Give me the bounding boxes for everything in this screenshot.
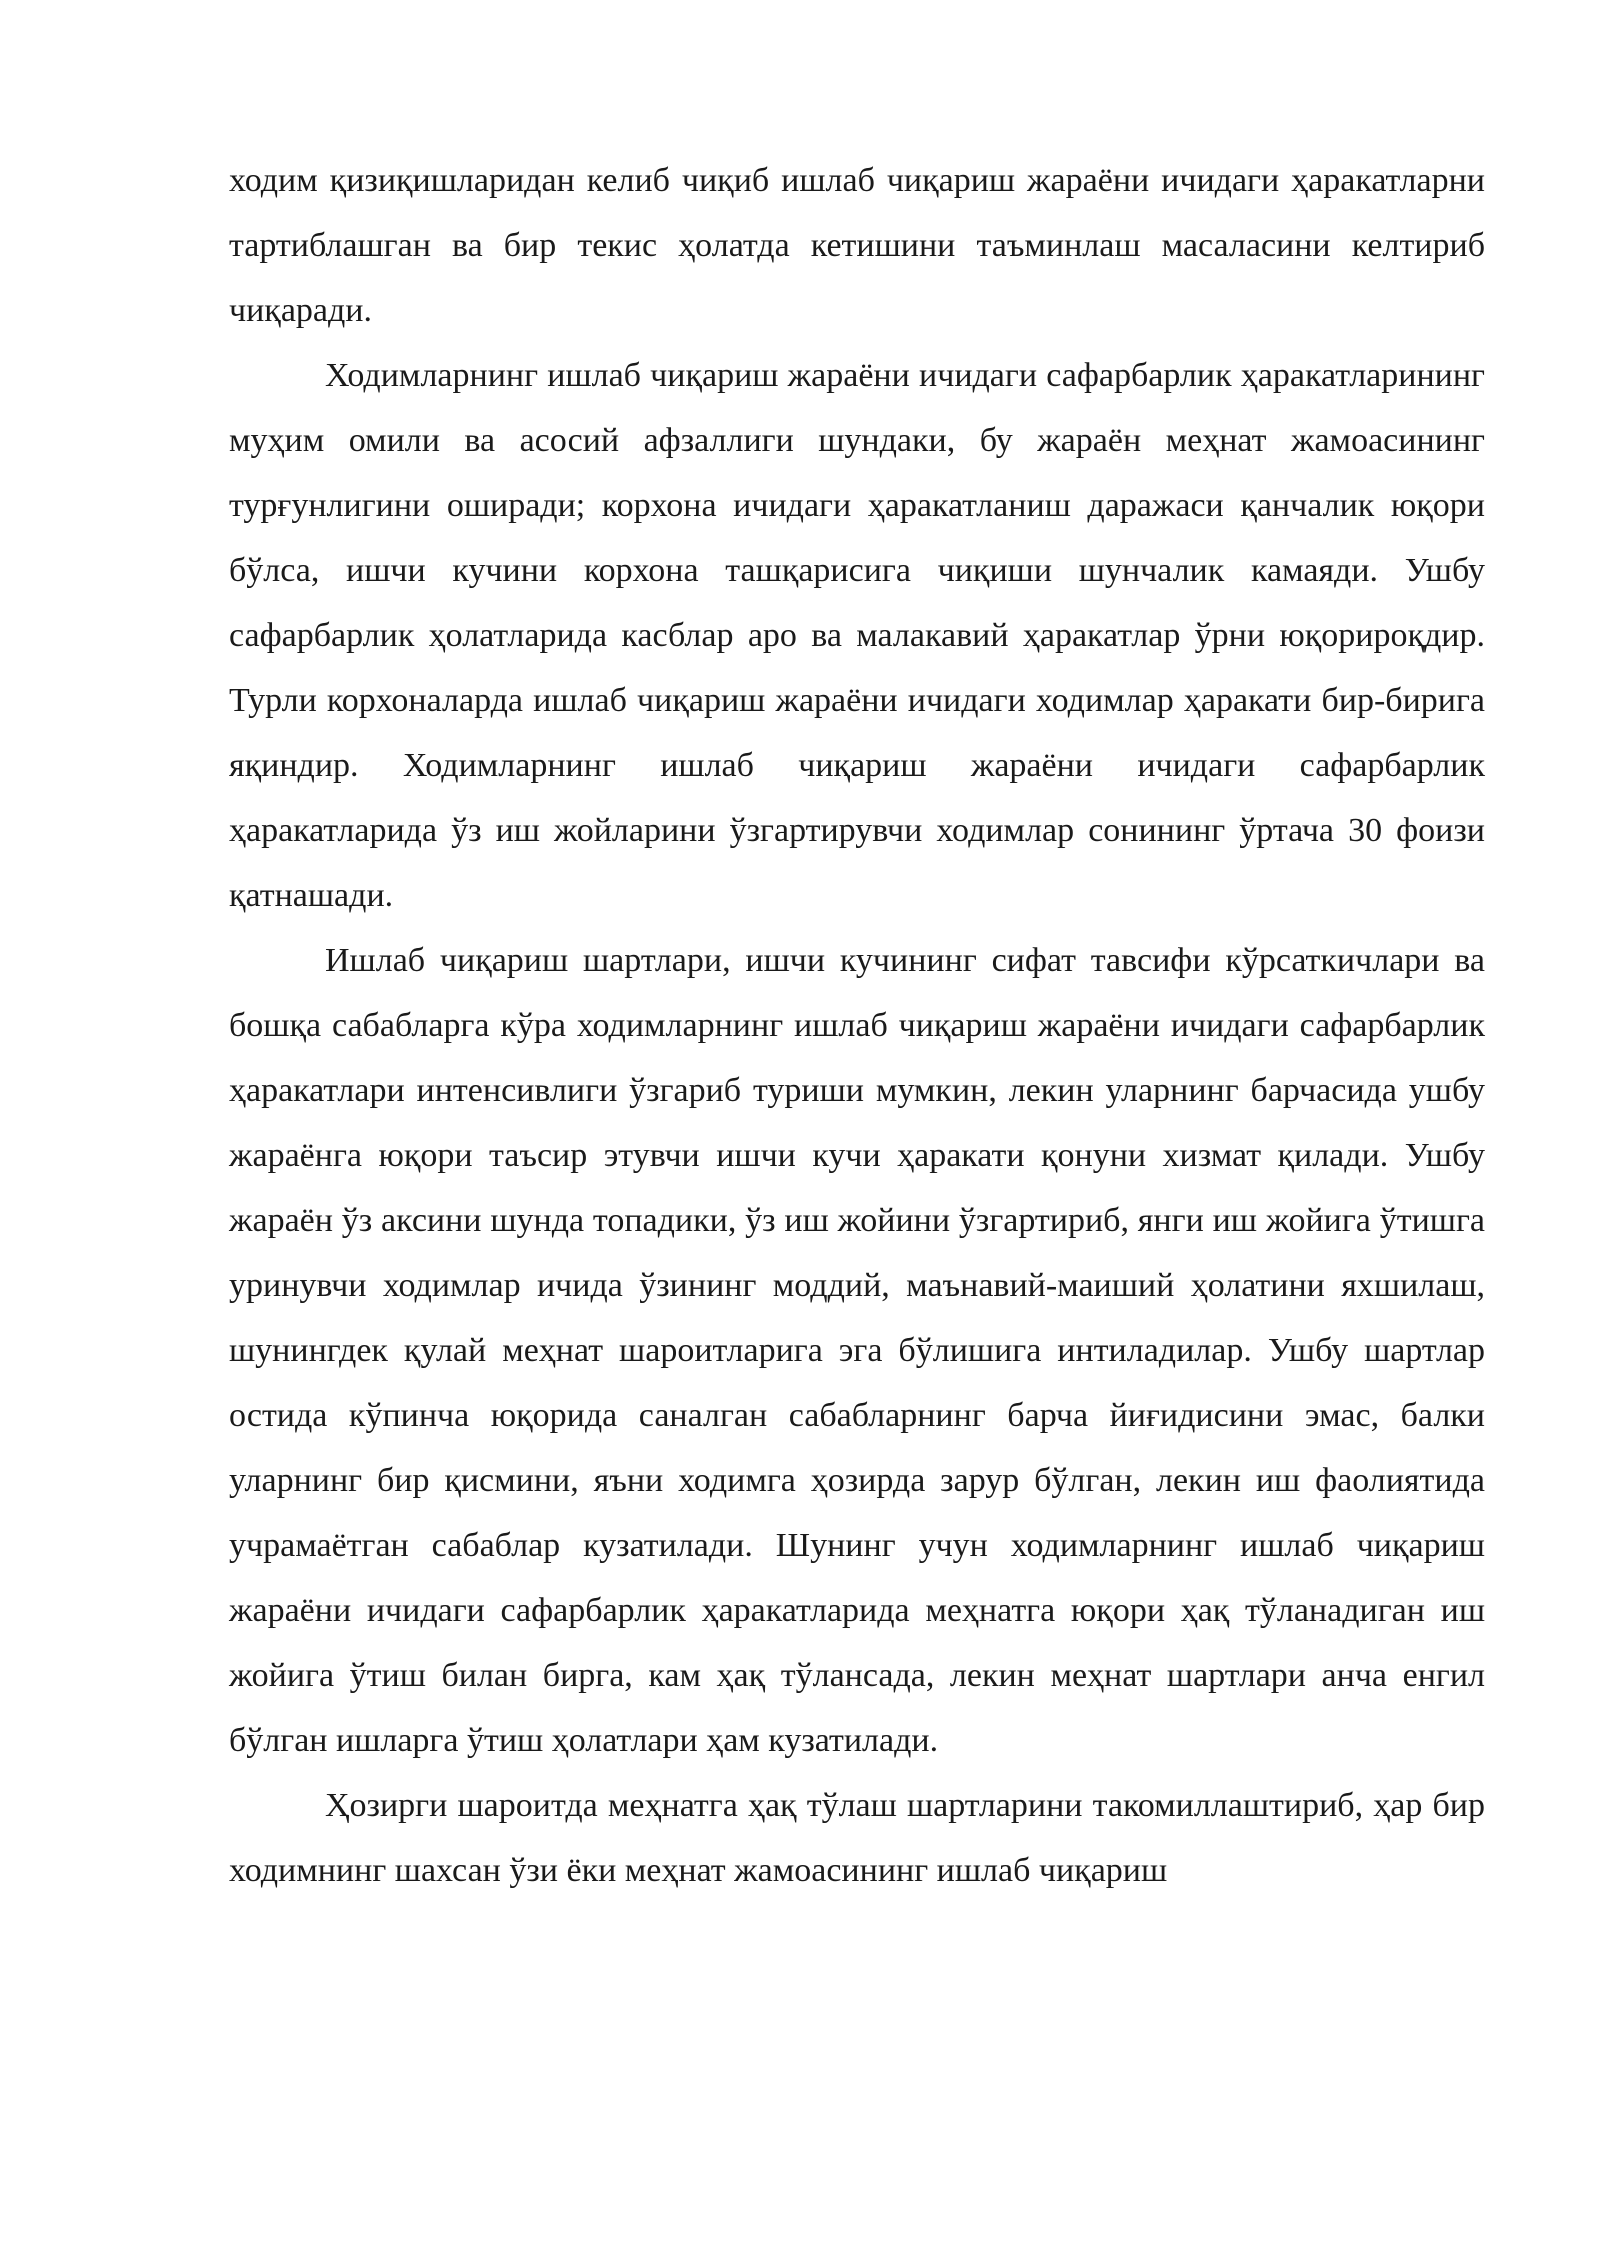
paragraph-2: Ходимларнинг ишлаб чиқариш жараёни ичидаги сафарбарлик ҳаракатларининг муҳим омили ва асосий афзаллиги шундаки, бу жараён меҳнат жамоасининг турғунлигини оширади; корхона ичидаги ҳаракатланиш даражаси қанчалик юқори бўлса, ишчи кучини корхона ташқарисига чиқиши шунчалик камаяди. Ушбу сафарбарлик ҳолатларида касблар аро ва малакавий ҳаракатлар ўрни юқорироқдир. Турли корхоналарда ишлаб чиқариш жараёни ичидаги ходимлар ҳаракати бир-бирига яқиндир. Ходимларнинг ишлаб чиқариш жараёни ичидаги сафарбарлик ҳаракатларида ўз иш жойларини ўзгартирувчи ходимлар сонининг ўртача 30 фоизи қатнашади. [229, 357, 1485, 914]
document-body [229, 148, 1485, 1903]
paragraph-3: Ишлаб чиқариш шартлари, ишчи кучининг сифат тавсифи кўрсаткичлари ва бошқа сабабларга кўра ходимларнинг ишлаб чиқариш жараёни ичидаги сафарбарлик ҳаракатлари интенсивлиги ўзгариб туриши мумкин, лекин уларнинг барчасида ушбу жараёнга юқори таъсир этувчи ишчи кучи ҳаракати қонуни хизмат қилади. Ушбу жараён ўз аксини шунда топадики, ўз иш жойини ўзгартириб, янги иш жойига ўтишга уринувчи ходимлар ичида ўзининг моддий, маънавий-маиший ҳолатини яхшилаш, шунингдек қулай меҳнат шароитларига эга бўлишига интиладилар. Ушбу шартлар остида кўпинча юқорида саналган сабабларнинг барча йиғидисини эмас, балки уларнинг бир қисмини, яъни ходимга ҳозирда зарур бўлган, лекин иш фаолиятида учрамаётган сабаблар кузатилади. Шунинг учун ходимларнинг ишлаб чиқариш жараёни ичидаги сафарбарлик ҳаракатларида меҳнатга юқори ҳақ тўланадиган иш жойига ўтиш билан бирга, кам ҳақ тўлансада, лекин меҳнат шартлари анча енгил бўлган ишларга ўтиш ҳолатлари ҳам кузатилади. [229, 942, 1485, 1759]
paragraph-4: Ҳозирги шароитда меҳнатга ҳақ тўлаш шартларини такомиллаштириб, ҳар бир ходимнинг шахсан ўзи ёки меҳнат жамоасининг ишлаб чиқариш [229, 1787, 1485, 1889]
paragraph-1: ходим қизиқишларидан келиб чиқиб ишлаб чиқариш жараёни ичидаги ҳаракатларни тартиблашган ва бир текис ҳолатда кетишини таъминлаш масаласини келтириб чиқаради. [229, 162, 1485, 329]
